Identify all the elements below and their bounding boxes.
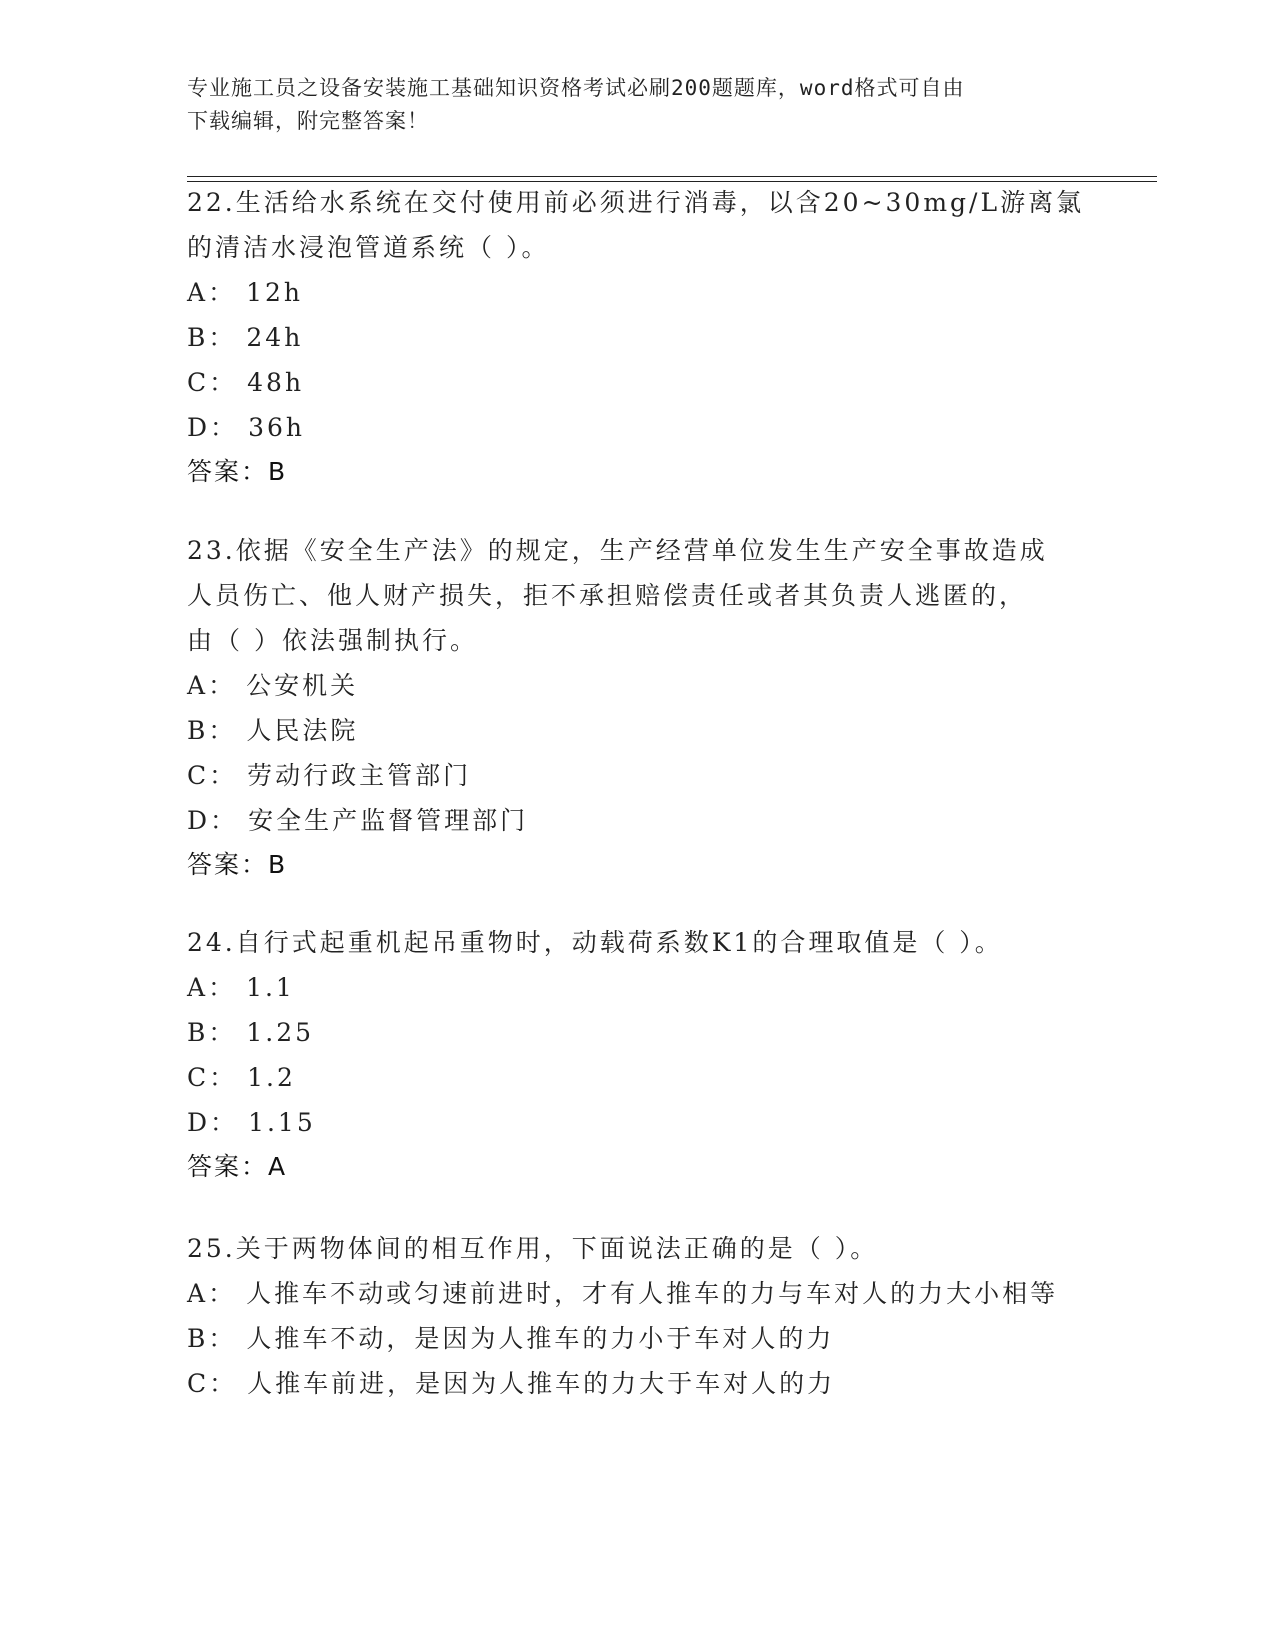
option-colon: ： <box>208 716 237 745</box>
option-colon: ： <box>208 671 237 700</box>
question-stem-line: 22.生活给水系统在交付使用前必须进行消毒，以含20~30mg/L游离氯 <box>187 188 1085 217</box>
question-stem-line: 23.依据《安全生产法》的规定，生产经营单位发生生产安全事故造成 <box>187 536 1048 565</box>
option-colon: ： <box>208 1324 237 1353</box>
option-text: 48h <box>247 368 305 397</box>
option-a <box>187 270 1107 315</box>
option-colon: ： <box>209 761 238 790</box>
option-colon: ： <box>210 806 239 835</box>
option-colon: ： <box>210 1108 239 1137</box>
option-d <box>187 1100 1107 1145</box>
answer-line: 答案：B <box>187 457 288 486</box>
option-text: 1.1 <box>246 973 295 1002</box>
option-d <box>187 798 1107 843</box>
option-text: 1.15 <box>248 1108 316 1137</box>
header-line-2: 下载编辑，附完整答案！ <box>187 109 429 133</box>
option-letter: A <box>187 1279 209 1308</box>
question-25 <box>187 1226 1107 1406</box>
option-colon: ： <box>208 973 237 1002</box>
option-letter: D <box>187 806 211 835</box>
option-text: 人推车前进，是因为人推车的力大于车对人的力 <box>247 1369 836 1398</box>
option-text: 人推车不动，是因为人推车的力小于车对人的力 <box>246 1324 835 1353</box>
option-colon: ： <box>209 1063 238 1092</box>
option-colon: ： <box>208 323 237 352</box>
header-divider-top <box>187 176 1157 177</box>
document-header <box>187 72 1087 138</box>
option-colon: ： <box>210 413 239 442</box>
option-letter: C <box>187 761 210 790</box>
question-23 <box>187 528 1107 887</box>
option-b <box>187 1316 1107 1361</box>
option-colon: ： <box>208 1018 237 1047</box>
option-letter: B <box>187 1324 209 1353</box>
option-letter: D <box>187 1108 211 1137</box>
option-a <box>187 965 1107 1010</box>
option-text: 安全生产监督管理部门 <box>248 806 529 835</box>
option-letter: A <box>187 973 209 1002</box>
option-b <box>187 708 1107 753</box>
question-24 <box>187 920 1107 1189</box>
question-22 <box>187 180 1107 494</box>
option-colon: ： <box>209 368 238 397</box>
question-stem-line: 由（ ）依法强制执行。 <box>187 626 478 655</box>
option-letter: C <box>187 1063 210 1092</box>
option-a <box>187 663 1107 708</box>
question-stem-line: 25.关于两物体间的相互作用，下面说法正确的是（ ）。 <box>187 1234 879 1263</box>
option-text: 公安机关 <box>246 671 359 700</box>
option-letter: D <box>187 413 211 442</box>
option-text: 24h <box>246 323 304 352</box>
option-colon: ： <box>208 278 237 307</box>
option-d <box>187 405 1107 450</box>
option-letter: A <box>187 671 209 700</box>
option-text: 人推车不动或匀速前进时，才有人推车的力与车对人的力大小相等 <box>246 1279 1059 1308</box>
option-text: 12h <box>246 278 303 307</box>
question-stem-line: 人员伤亡、他人财产损失，拒不承担赔偿责任或者其负责人逃匿的， <box>187 581 1028 610</box>
option-c <box>187 1055 1107 1100</box>
option-letter: C <box>187 1369 210 1398</box>
answer-line: 答案：B <box>187 850 288 879</box>
option-c <box>187 753 1107 798</box>
option-c <box>187 360 1107 405</box>
option-text: 1.2 <box>247 1063 296 1092</box>
option-text: 36h <box>248 413 305 442</box>
option-a <box>187 1271 1107 1316</box>
option-colon: ： <box>208 1279 237 1308</box>
option-text: 劳动行政主管部门 <box>247 761 472 790</box>
header-line-1: 专业施工员之设备安装施工基础知识资格考试必刷200题题库，word格式可自由 <box>187 76 965 100</box>
option-b <box>187 1010 1107 1055</box>
option-letter: C <box>187 368 210 397</box>
option-letter: A <box>187 278 209 307</box>
option-letter: B <box>187 716 209 745</box>
question-stem-line: 24.自行式起重机起吊重物时，动载荷系数K1的合理取值是（ ）。 <box>187 928 1003 957</box>
answer-line: 答案：A <box>187 1152 288 1181</box>
option-letter: B <box>187 323 209 352</box>
option-c <box>187 1361 1107 1406</box>
option-colon: ： <box>209 1369 238 1398</box>
option-b <box>187 315 1107 360</box>
option-text: 1.25 <box>246 1018 315 1047</box>
option-letter: B <box>187 1018 209 1047</box>
option-text: 人民法院 <box>246 716 359 745</box>
question-stem-line: 的清洁水浸泡管道系统（ ）。 <box>187 233 550 262</box>
